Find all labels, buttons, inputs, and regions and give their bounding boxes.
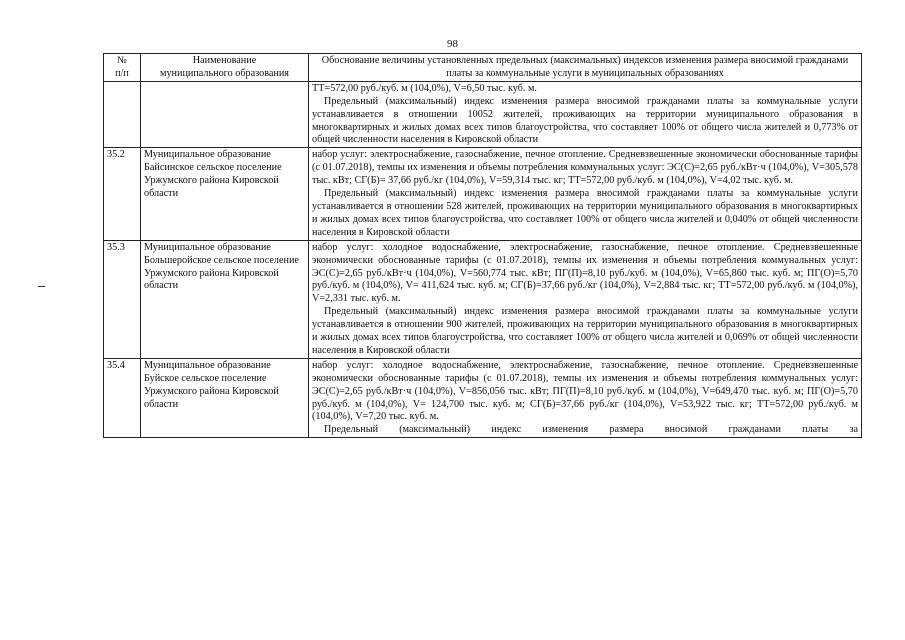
justification-paragraph: набор услуг: холодное водоснабжение, электроснабжение, газоснабжение, печное отопление. Средневзвешенные экономически обоснованные тарифы (с 01.07.2018), темпы их изменения и объемы потребления коммунальных услуг: ЭС(С)=2,65 руб./кВт·ч (104,0%), V=560,774 тыс. кВт; ПГ(П)=8,10 руб./куб. м (104,0%), V=65,860 тыс. куб. м; ПГ(О)=5,70 руб./куб. м (104,0%), V= 411,624 тыс. куб. м; СГ(Б)=37,66 руб./кг (104,0%), V=2,884 тыс. кг; ТТ=572,00 руб./куб. м (104,0%), V=2,331 тыс. куб. м. (312, 241, 858, 305)
justification-paragraph: набор услуг: электроснабжение, газоснабжение, печное отопление. Средневзвешенные экономически обоснованные тарифы (с 01.07.2018), темпы их изменения и объемы потребления коммунальных услуг: ЭС(С)=2,65 руб./кВт·ч (104,0%), V=305,578 тыс. кВт; СГ(Б)= 37,66 руб./кг (104,0%), V=59,314 тыс. кг; ТТ=572,00 руб./куб. м (104,0%), V=4,02 тыс. куб. м. (312, 149, 858, 187)
table-header-row (104, 54, 862, 82)
justification-paragraph: Предельный (максимальный) индекс изменения размера вносимой гражданами платы за (324, 424, 858, 436)
row-justification (309, 240, 862, 358)
table-row (104, 240, 862, 358)
margin-mark (38, 286, 45, 287)
table-row (104, 358, 862, 437)
row-justification (309, 358, 862, 437)
justification-paragraph: Предельный (максимальный) индекс изменения размера вносимой гражданами платы за коммунальные услуги устанавливается в отношении 528 жителей, проживающих на территории муниципального образования в многоквартирных и жилых домах всех типов благоустройства, что составляет 100% от общего числа жителей и 0,040% от общей численности населения в Кировской области (312, 188, 858, 238)
justification-paragraph: Предельный (максимальный) индекс изменения размера вносимой гражданами платы за коммунальные услуги устанавливается в отношении 900 жителей, проживающих на территории муниципального образования в многоквартирных и жилых домах всех типов благоустройства, что составляет 100% от общего числа жителей и 0,069% от общей численности населения в Кировской области (312, 306, 858, 356)
row-number: 35.4 (104, 358, 141, 437)
page-number: 98 (447, 38, 458, 50)
header-municipality: Наименование муниципального образования (141, 54, 309, 82)
row-justification (309, 81, 862, 148)
row-number (104, 81, 141, 148)
row-justification (309, 148, 862, 240)
row-municipality: Муниципальное образование Буйское сельское поселение Уржумского района Кировской области (141, 358, 309, 437)
row-municipality (141, 81, 309, 148)
table-row (104, 148, 862, 240)
row-municipality: Муниципальное образование Большеройское сельское поселение Уржумского района Кировской области (141, 240, 309, 358)
justification-paragraph: Предельный (максимальный) индекс изменения размера вносимой гражданами платы за коммунальные услуги устанавливается в отношении 10052 жителей, проживающих на территории муниципального образования в многоквартирных и жилых домах всех типов благоустройства, что составляет 100% от общего числа жителей и 0,773% от общей численности населения в Кировской области (312, 95, 858, 146)
row-municipality: Муниципальное образование Байсинское сельское поселение Уржумского района Кировской области (141, 148, 309, 240)
indices-table (103, 53, 862, 438)
header-num: № п/п (104, 54, 141, 82)
header-justification: Обоснование величины установленных предельных (максимальных) индексов изменения размера вносимой гражданами платы за коммунальные услуги в муниципальных образованиях (309, 54, 862, 82)
row-number: 35.2 (104, 148, 141, 240)
row-number: 35.3 (104, 240, 141, 358)
justification-paragraph: набор услуг: холодное водоснабжение, электроснабжение, газоснабжение, печное отопление. Средневзвешенные экономически обоснованные тарифы (с 01.07.2018), темпы их изменения и объемы потребления коммунальных услуг: ЭС(С)=2,65 руб./кВт·ч (104,0%), V=856,056 тыс. кВт; ПГ(П)=8,10 руб./куб. м (104,0%), V=649,470 тыс. куб. м; ПГ(О)=5,70 руб./куб. м (104,0%), V= 124,700 тыс. куб. м; СГ(Б)=37,66 руб./кг (104,0%), V=53,922 тыс. кг; ТТ=572,00 руб./куб. м (104,0%), V=7,20 тыс. куб. м. (312, 359, 858, 423)
table-row (104, 81, 862, 148)
justification-paragraph: ТТ=572,00 руб./куб. м (104,0%), V=6,50 тыс. куб. м. (312, 82, 537, 94)
